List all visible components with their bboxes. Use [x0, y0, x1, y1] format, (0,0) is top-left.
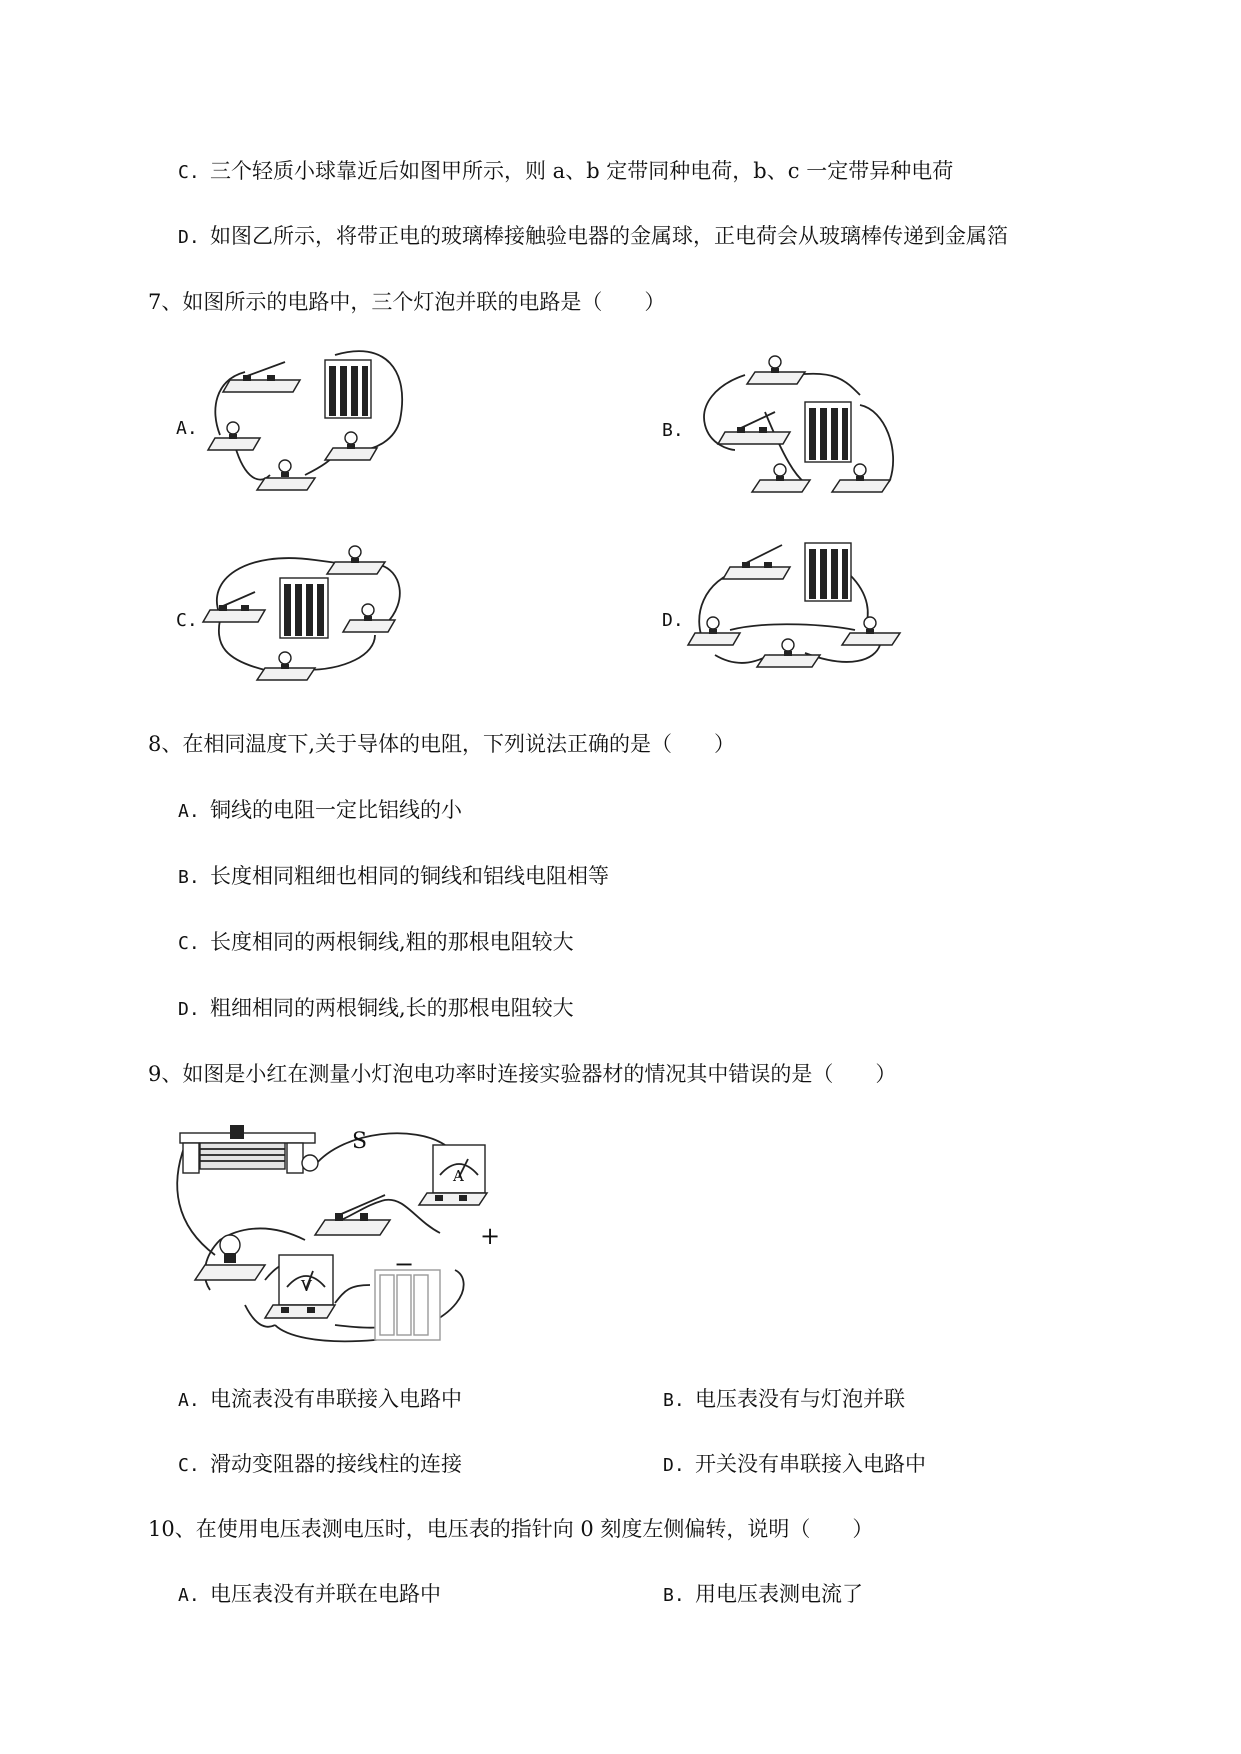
option-text: 如图乙所示，将带正电的玻璃棒接触验电器的金属球，正电荷会从玻璃棒传递到金属箔: [210, 224, 1008, 248]
option-letter: C.: [178, 1455, 200, 1476]
q10-option-b: [663, 1580, 863, 1610]
q8-stem: 8、在相同温度下,关于导体的电阻，下列说法正确的是（ ）: [148, 732, 736, 756]
battery-icon: [805, 402, 851, 462]
battery-icon: [375, 1270, 440, 1340]
option-text: 滑动变阻器的接线柱的连接: [210, 1452, 462, 1476]
q9-option-c: [178, 1450, 462, 1480]
q9-option-d: [663, 1450, 926, 1480]
option-letter: B.: [663, 1390, 685, 1411]
option-text: 开关没有串联接入电路中: [695, 1452, 926, 1476]
option-letter: C.: [178, 162, 200, 183]
option-letter: A.: [178, 1390, 200, 1411]
switch-icon: [718, 412, 790, 444]
switch-icon: [203, 592, 265, 622]
option-text: 铜线的电阻一定比铝线的小: [210, 798, 462, 822]
battery-minus-label: −: [394, 1250, 415, 1278]
option-text: 电压表没有并联在电路中: [210, 1582, 441, 1606]
bulb-icon: [195, 1235, 265, 1280]
bulb-icon: [257, 652, 315, 680]
option-text: 电流表没有串联接入电路中: [210, 1387, 462, 1411]
voltmeter-icon: [265, 1255, 335, 1318]
q9-option-b: [663, 1385, 905, 1415]
bulb-icon: [752, 464, 810, 492]
q9-stem: 9、如图是小红在测量小灯泡电功率时连接实验器材的情况其中错误的是（ ）: [148, 1062, 897, 1086]
q8-option-c: [178, 928, 574, 958]
option-letter: A.: [178, 1585, 200, 1606]
q10-option-a: [178, 1580, 441, 1610]
bulb-icon: [747, 356, 805, 384]
circuit-c-figure: [205, 540, 435, 690]
option-text: 长度相同粗细也相同的铜线和铝线电阻相等: [210, 864, 609, 888]
option-text: 用电压表测电流了: [695, 1582, 863, 1606]
ammeter-label: A: [453, 1167, 464, 1185]
q7-stem: 7、如图所示的电路中，三个灯泡并联的电路是（ ）: [148, 290, 666, 314]
circuit-b-figure: [695, 350, 925, 505]
battery-icon: [325, 360, 371, 418]
q8-option-a: [178, 796, 462, 826]
option-letter: B.: [178, 867, 200, 888]
switch-icon: [723, 545, 790, 579]
q10-stem: 10、在使用电压表测电压时，电压表的指针向 0 刻度左侧偏转，说明（ ）: [148, 1517, 874, 1541]
bulb-icon: [208, 422, 260, 450]
voltmeter-label: V: [301, 1277, 312, 1295]
bulb-icon: [757, 639, 820, 667]
q7-figure-label-a: A.: [176, 418, 198, 439]
option-letter: D.: [178, 227, 200, 248]
q7-figure-label-c: C.: [176, 610, 198, 631]
q6-option-d: [178, 222, 1008, 252]
q8-option-b: [178, 862, 609, 892]
battery-plus-label: +: [480, 1222, 501, 1250]
option-text: 粗细相同的两根铜线,长的那根电阻较大: [210, 996, 574, 1020]
bulb-icon: [688, 617, 740, 645]
q6-option-c: [178, 157, 953, 187]
option-text: 长度相同的两根铜线,粗的那根电阻较大: [210, 930, 574, 954]
option-letter: D.: [663, 1455, 685, 1476]
q7-figure-label-d: D.: [662, 610, 684, 631]
bulb-icon: [842, 617, 900, 645]
battery-icon: [280, 578, 328, 638]
option-text: 三个轻质小球靠近后如图甲所示，则 a、b 定带同种电荷，b、c 一定带异种电荷: [210, 159, 954, 183]
q7-figure-label-b: B.: [662, 420, 684, 441]
switch-label: S: [352, 1129, 368, 1154]
bulb-icon: [325, 432, 377, 460]
bulb-icon: [343, 604, 395, 632]
option-letter: A.: [178, 801, 200, 822]
rheostat-icon: [180, 1125, 318, 1173]
option-letter: D.: [178, 999, 200, 1020]
q9-option-a: [178, 1385, 462, 1415]
battery-icon: [805, 543, 851, 601]
bulb-icon: [832, 464, 890, 492]
q8-option-d: [178, 994, 574, 1024]
q9-circuit-figure: [175, 1125, 505, 1345]
option-letter: B.: [663, 1585, 685, 1606]
option-letter: C.: [178, 933, 200, 954]
circuit-d-figure: [690, 535, 920, 690]
bulb-icon: [327, 546, 385, 574]
circuit-a-figure: [205, 350, 435, 500]
option-text: 电压表没有与灯泡并联: [695, 1387, 905, 1411]
